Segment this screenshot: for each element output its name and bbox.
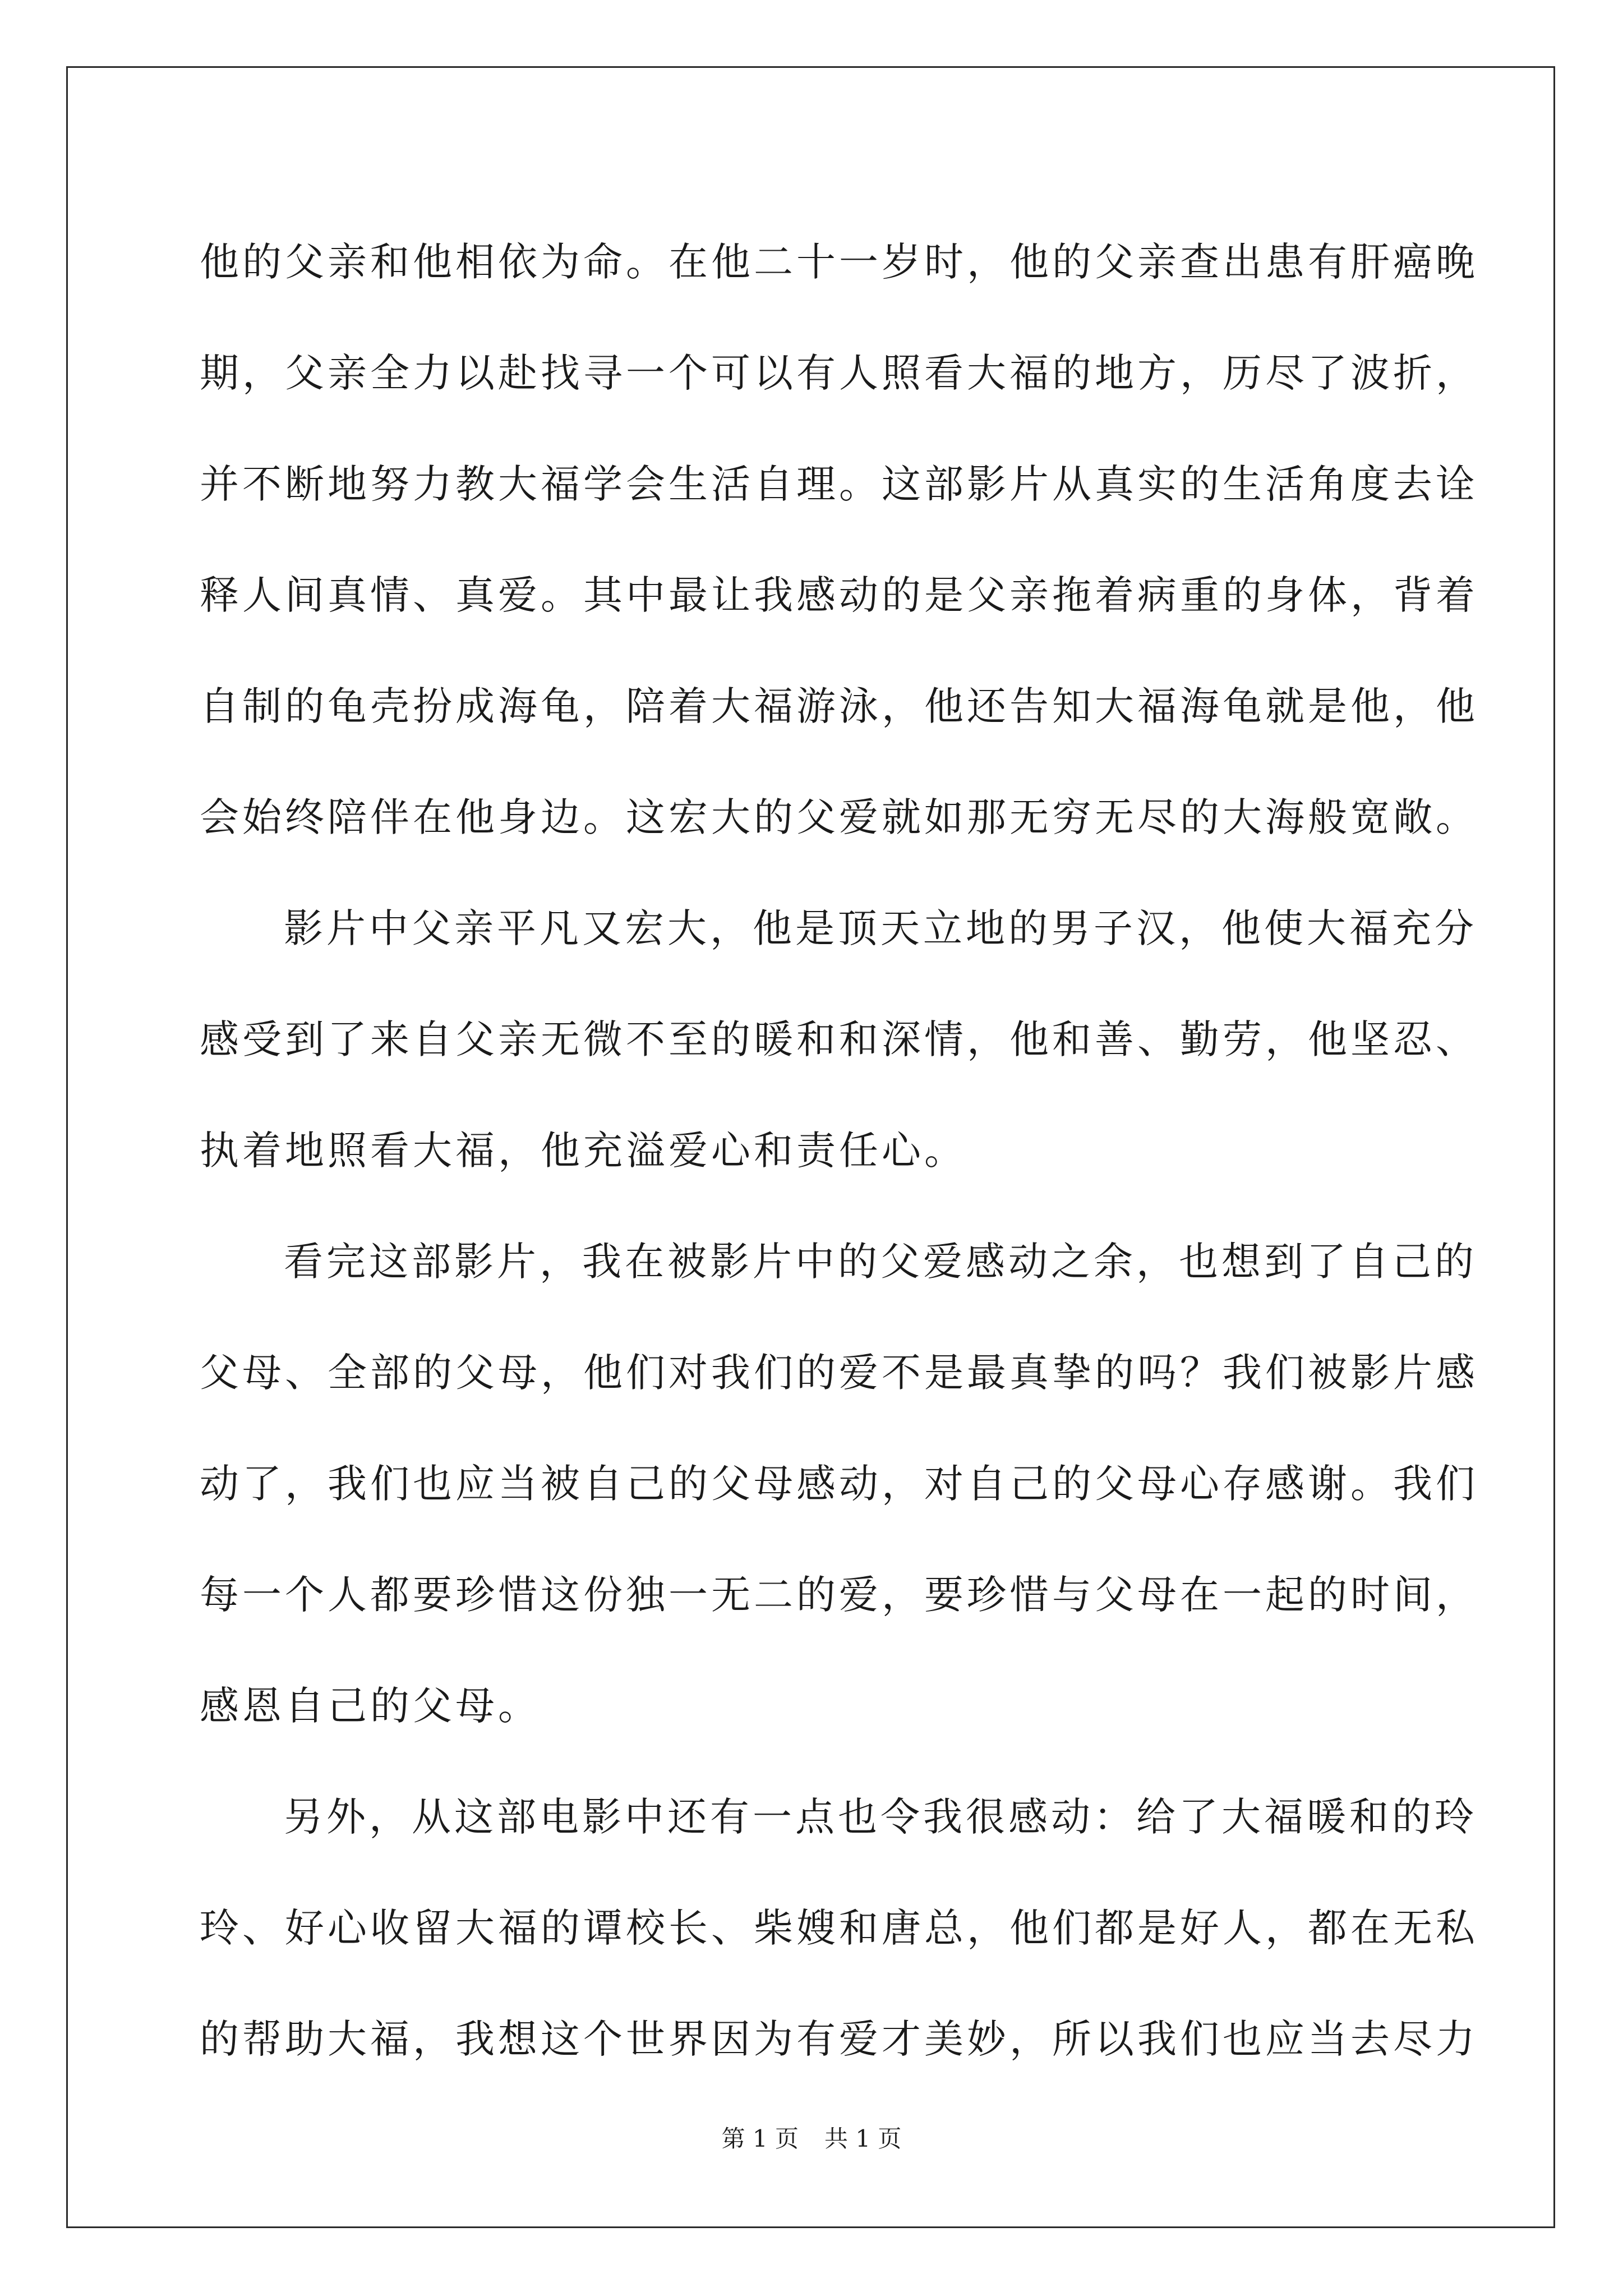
text-line: 执着地照看大福，他充溢爱心和责任心。 (200, 1128, 967, 1174)
text-line: 感受到了来自父亲无微不至的暖和和深情，他和善、勤劳，他坚忍、 (200, 1016, 1478, 1062)
text-line: 玲、好心收留大福的谭校长、柴嫂和唐总，他们都是好人，都在无私 (200, 1905, 1478, 1951)
text-line: 父母、全部的父母，他们对我们的爱不是最真挚的吗？我们被影片感 (200, 1350, 1478, 1396)
text-line: 动了，我们也应当被自己的父母感动，对自己的父母心存感谢。我们 (200, 1461, 1478, 1507)
page-total: 共 1 页 (824, 2125, 902, 2152)
text-line: 每一个人都要珍惜这份独一无二的爱，要珍惜与父母在一起的时间， (200, 1572, 1478, 1618)
text-line: 会始终陪伴在他身边。这宏大的父爱就如那无穷无尽的大海般宽敞。 (200, 794, 1478, 840)
text-line: 看完这部影片，我在被影片中的父爱感动之余，也想到了自己的 (284, 1239, 1477, 1285)
text-line: 另外，从这部电影中还有一点也令我很感动：给了大福暖和的玲 (284, 1794, 1477, 1840)
text-line: 期，父亲全力以赴找寻一个可以有人照看大福的地方，历尽了波折， (200, 350, 1478, 396)
text-line: 他的父亲和他相依为命。在他二十一岁时，他的父亲查出患有肝癌晚 (200, 239, 1478, 285)
text-line: 的帮助大福，我想这个世界因为有爱才美妙，所以我们也应当去尽力 (200, 2016, 1478, 2062)
text-line: 释人间真情、真爱。其中最让我感动的是父亲拖着病重的身体，背着 (200, 572, 1478, 618)
text-line: 并不断地努力教大福学会生活自理。这部影片从真实的生活角度去诠 (200, 461, 1478, 507)
page-number: 第 1 页 (721, 2125, 799, 2152)
page-footer (0, 2122, 1623, 2156)
text-line: 影片中父亲平凡又宏大，他是顶天立地的男子汉，他使大福充分 (284, 905, 1477, 951)
document-body (200, 206, 1478, 2095)
text-line: 感恩自己的父母。 (200, 1683, 541, 1729)
text-line: 自制的龟壳扮成海龟，陪着大福游泳，他还告知大福海龟就是他，他 (200, 683, 1478, 729)
